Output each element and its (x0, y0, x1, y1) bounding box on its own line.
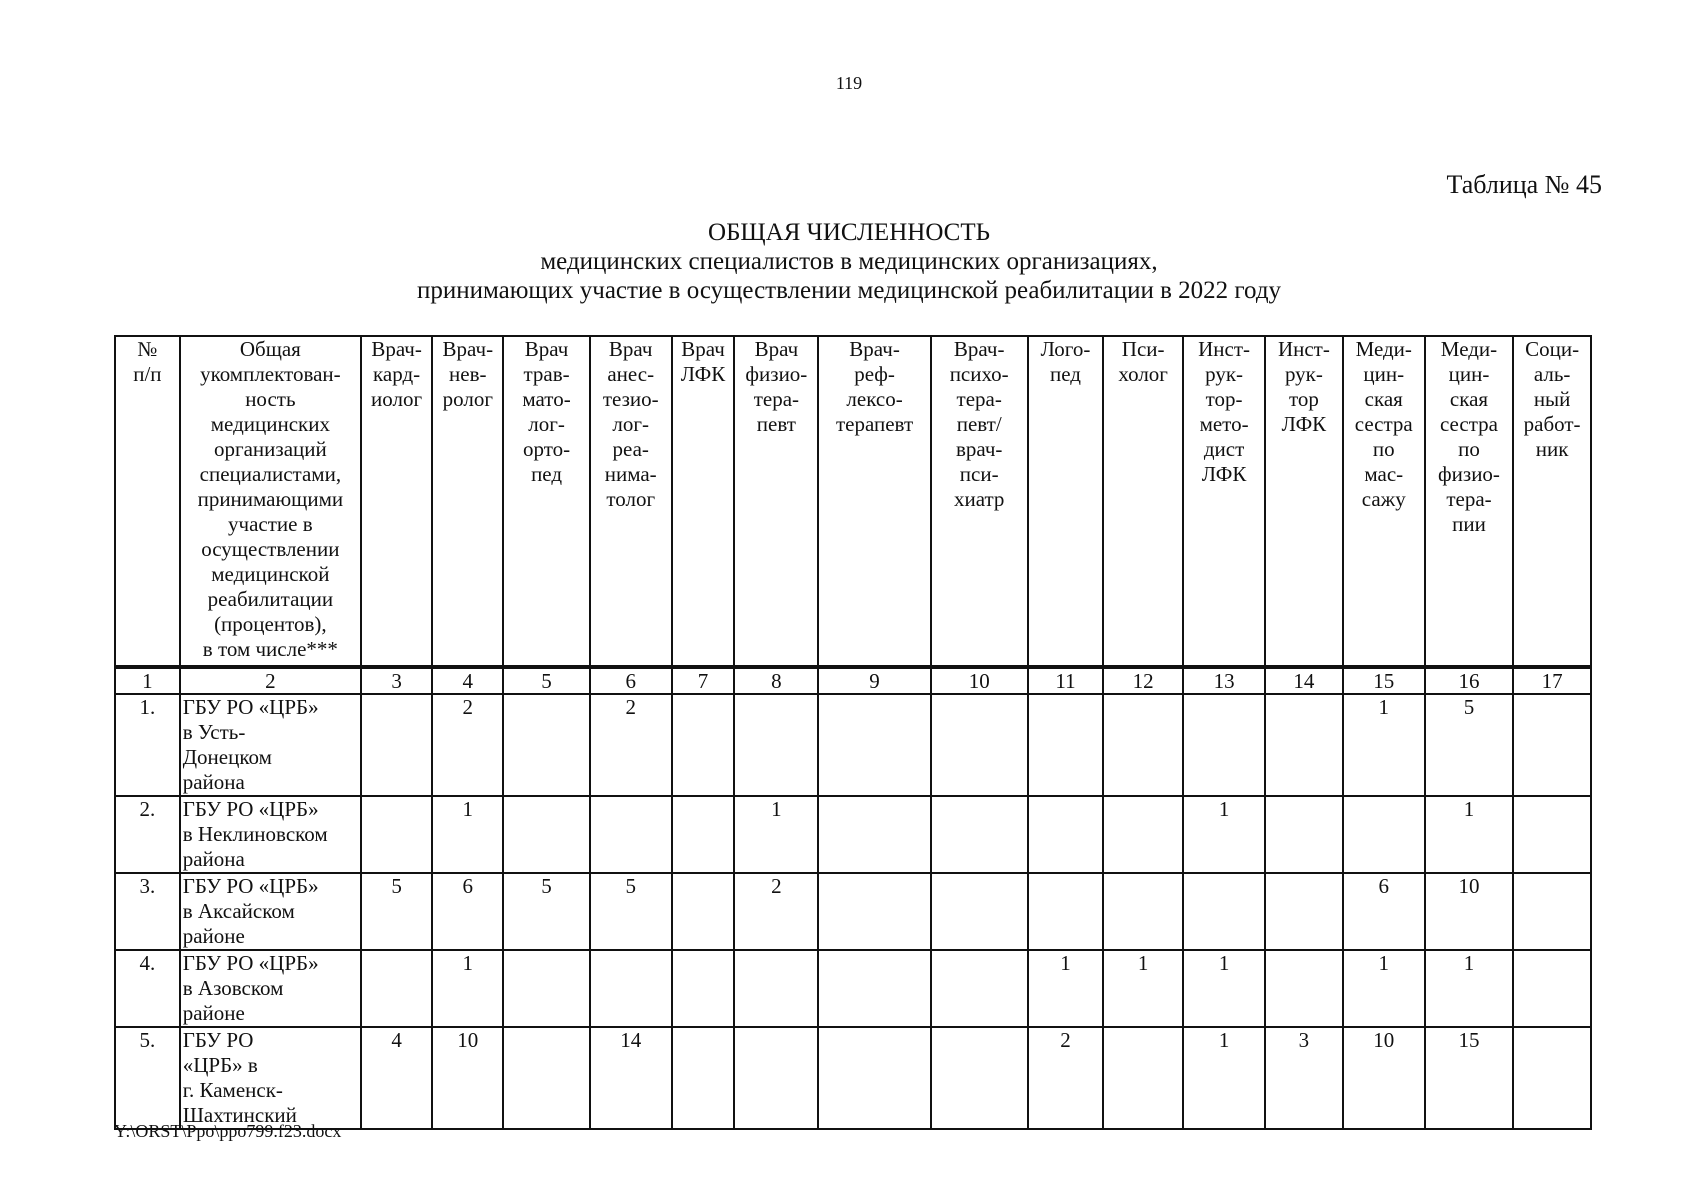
header-cell: Врач ЛФК (672, 336, 735, 667)
column-number-cell: 3 (361, 667, 432, 694)
header-cell: Пси- холог (1103, 336, 1183, 667)
value-cell (931, 694, 1028, 796)
row-number-cell: 4. (115, 950, 180, 1027)
column-number-cell: 12 (1103, 667, 1183, 694)
value-cell (818, 694, 930, 796)
value-cell: 3 (1265, 1027, 1343, 1129)
organization-cell: ГБУ РО «ЦРБ» в г. Каменск- Шахтинский (180, 1027, 361, 1129)
value-cell (1028, 873, 1104, 950)
specialists-table (114, 335, 1592, 1130)
value-cell (818, 950, 930, 1027)
column-number-cell: 10 (931, 667, 1028, 694)
value-cell (818, 1027, 930, 1129)
column-number-cell: 4 (432, 667, 503, 694)
organization-cell: ГБУ РО «ЦРБ» в Неклиновском района (180, 796, 361, 873)
value-cell (1183, 694, 1265, 796)
value-cell (672, 873, 735, 950)
value-cell (672, 950, 735, 1027)
value-cell (590, 950, 672, 1027)
column-number-cell: 17 (1513, 667, 1591, 694)
value-cell: 2 (1028, 1027, 1104, 1129)
table-row (115, 873, 1591, 950)
value-cell (1103, 1027, 1183, 1129)
document-title (0, 218, 1698, 305)
column-number-row (115, 667, 1591, 694)
column-number-cell: 7 (672, 667, 735, 694)
value-cell (931, 796, 1028, 873)
header-cell: Общая укомплектован- ность медицинских организаций специалистами, принимающими участие в осуществлении медицинской реабилитации (процентов), в том числе*** (180, 336, 361, 667)
value-cell: 1 (1183, 1027, 1265, 1129)
value-cell (503, 694, 589, 796)
value-cell (1103, 694, 1183, 796)
table-row (115, 694, 1591, 796)
value-cell (672, 1027, 735, 1129)
value-cell (931, 1027, 1028, 1129)
value-cell (734, 694, 818, 796)
header-cell: Врач- психо- тера- певт/ врач- пси- хиатр (931, 336, 1028, 667)
column-number-cell: 15 (1343, 667, 1425, 694)
organization-cell: ГБУ РО «ЦРБ» в Усть- Донецком района (180, 694, 361, 796)
value-cell: 5 (503, 873, 589, 950)
value-cell: 2 (734, 873, 818, 950)
value-cell: 10 (1343, 1027, 1425, 1129)
column-number-cell: 11 (1028, 667, 1104, 694)
value-cell: 1 (1183, 950, 1265, 1027)
table-row (115, 796, 1591, 873)
value-cell (734, 950, 818, 1027)
header-cell: Инст- рук- тор- мето- дист ЛФК (1183, 336, 1265, 667)
header-cell: Врач- нев- ролог (432, 336, 503, 667)
title-line-2: медицинских специалистов в медицинских организациях, (540, 248, 1158, 275)
value-cell (1265, 950, 1343, 1027)
column-number-cell: 6 (590, 667, 672, 694)
title-line-3: принимающих участие в осуществлении медицинской реабилитации в 2022 году (416, 277, 1282, 304)
table-row (115, 1027, 1591, 1129)
row-number-cell: 1. (115, 694, 180, 796)
table-label: Таблица № 45 (1446, 170, 1602, 199)
value-cell (931, 950, 1028, 1027)
value-cell (361, 950, 432, 1027)
value-cell (1103, 873, 1183, 950)
value-cell: 1 (1028, 950, 1104, 1027)
header-cell: Врач анес- тезио- лог- реа- нима- толог (590, 336, 672, 667)
value-cell: 6 (1343, 873, 1425, 950)
page-number: 119 (835, 73, 863, 93)
column-number-cell: 2 (180, 667, 361, 694)
value-cell (1103, 796, 1183, 873)
value-cell: 5 (361, 873, 432, 950)
value-cell (734, 1027, 818, 1129)
value-cell: 5 (1425, 694, 1513, 796)
value-cell (503, 796, 589, 873)
value-cell (1028, 694, 1104, 796)
value-cell (1513, 1027, 1591, 1129)
value-cell: 14 (590, 1027, 672, 1129)
header-cell: Инст- рук- тор ЛФК (1265, 336, 1343, 667)
value-cell: 1 (1343, 694, 1425, 796)
column-number-cell: 9 (818, 667, 930, 694)
value-cell: 10 (1425, 873, 1513, 950)
header-cell: Меди- цин- ская сестра по мас- сажу (1343, 336, 1425, 667)
header-cell: Врач трав- мато- лог- орто- пед (503, 336, 589, 667)
value-cell: 2 (432, 694, 503, 796)
value-cell: 15 (1425, 1027, 1513, 1129)
value-cell: 6 (432, 873, 503, 950)
value-cell (503, 1027, 589, 1129)
title-main: ОБЩАЯ ЧИСЛЕННОСТЬ (708, 219, 990, 246)
row-number-cell: 2. (115, 796, 180, 873)
value-cell: 5 (590, 873, 672, 950)
value-cell (361, 796, 432, 873)
value-cell (1183, 873, 1265, 950)
value-cell (672, 694, 735, 796)
value-cell: 1 (432, 796, 503, 873)
value-cell (361, 694, 432, 796)
column-number-cell: 13 (1183, 667, 1265, 694)
header-cell: Врач- реф- лексо- терапевт (818, 336, 930, 667)
organization-cell: ГБУ РО «ЦРБ» в Азовском районе (180, 950, 361, 1027)
value-cell: 1 (1103, 950, 1183, 1027)
column-number-cell: 16 (1425, 667, 1513, 694)
row-number-cell: 3. (115, 873, 180, 950)
value-cell: 1 (1425, 950, 1513, 1027)
file-path: Y:\ORST\Ppo\ppo799.f23.docx (114, 1121, 342, 1141)
value-cell: 1 (432, 950, 503, 1027)
value-cell (672, 796, 735, 873)
value-cell (590, 796, 672, 873)
header-cell: № п/п (115, 336, 180, 667)
table-header-row (115, 336, 1591, 667)
header-cell: Лого- пед (1028, 336, 1104, 667)
table-row (115, 950, 1591, 1027)
value-cell (1343, 796, 1425, 873)
value-cell (1265, 873, 1343, 950)
value-cell (818, 873, 930, 950)
value-cell (931, 873, 1028, 950)
header-cell: Врач физио- тера- певт (734, 336, 818, 667)
header-cell: Меди- цин- ская сестра по физио- тера- пии (1425, 336, 1513, 667)
column-number-cell: 14 (1265, 667, 1343, 694)
row-number-cell: 5. (115, 1027, 180, 1129)
value-cell (503, 950, 589, 1027)
value-cell: 10 (432, 1027, 503, 1129)
value-cell (1513, 796, 1591, 873)
value-cell (1513, 873, 1591, 950)
value-cell (1028, 796, 1104, 873)
value-cell (1513, 694, 1591, 796)
header-cell: Соци- аль- ный работ- ник (1513, 336, 1591, 667)
value-cell (1265, 694, 1343, 796)
value-cell: 1 (1425, 796, 1513, 873)
value-cell: 1 (1343, 950, 1425, 1027)
column-number-cell: 5 (503, 667, 589, 694)
value-cell (1513, 950, 1591, 1027)
value-cell (1265, 796, 1343, 873)
value-cell: 4 (361, 1027, 432, 1129)
value-cell: 1 (734, 796, 818, 873)
value-cell: 1 (1183, 796, 1265, 873)
header-cell: Врач- кард- иолог (361, 336, 432, 667)
value-cell: 2 (590, 694, 672, 796)
organization-cell: ГБУ РО «ЦРБ» в Аксайском районе (180, 873, 361, 950)
column-number-cell: 1 (115, 667, 180, 694)
value-cell (818, 796, 930, 873)
column-number-cell: 8 (734, 667, 818, 694)
